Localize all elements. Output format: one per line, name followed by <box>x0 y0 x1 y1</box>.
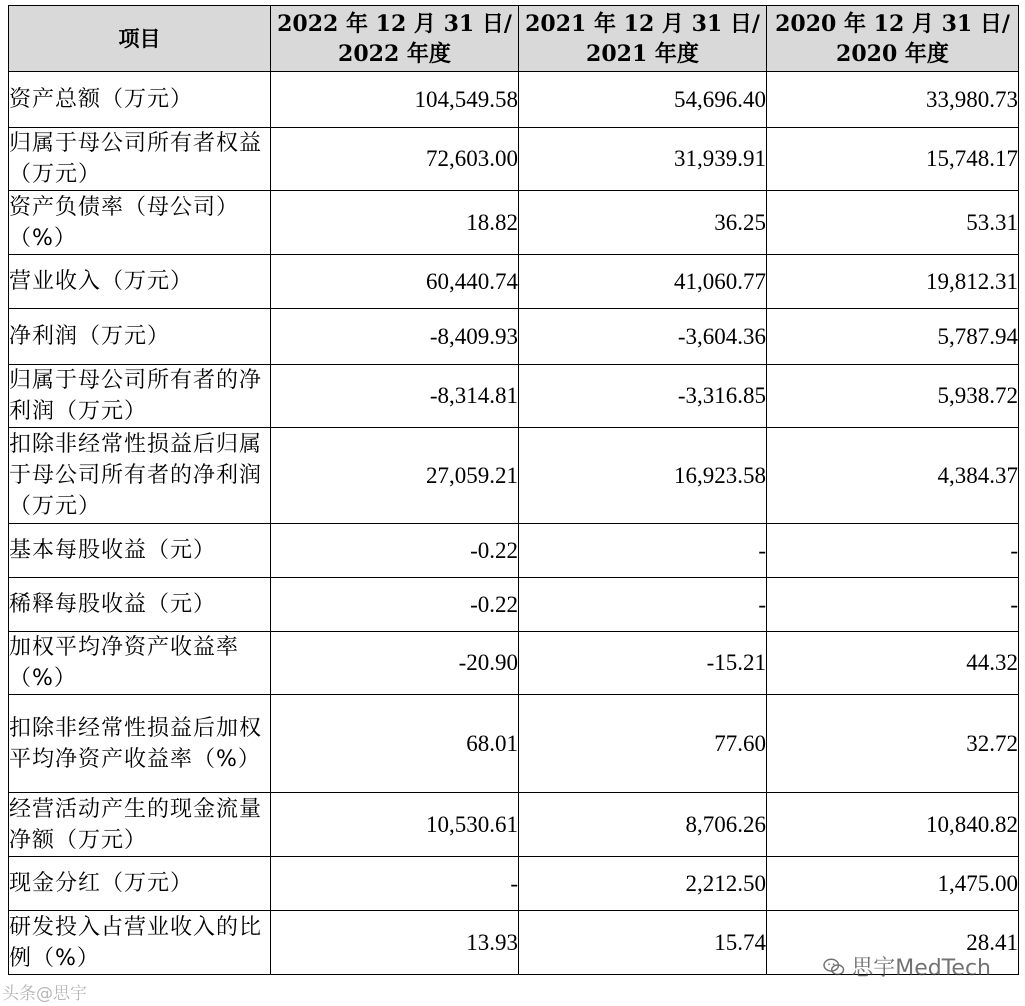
row-label: 基本每股收益（元） <box>9 524 271 578</box>
value-2022: -8,409.93 <box>271 309 519 365</box>
value-2021: -3,316.85 <box>519 365 767 428</box>
row-label: 加权平均净资产收益率（%） <box>9 632 271 695</box>
value-2020: 4,384.37 <box>767 428 1019 524</box>
row-label: 扣除非经常性损益后加权平均净资产收益率（%） <box>9 695 271 793</box>
value-2020: 44.32 <box>767 632 1019 695</box>
value-2021: 36.25 <box>519 191 767 255</box>
value-2020: - <box>767 578 1019 632</box>
table-row <box>9 255 1019 309</box>
table-row <box>9 428 1019 524</box>
value-2022: 104,549.58 <box>271 72 519 128</box>
value-2020: 1,475.00 <box>767 857 1019 911</box>
value-2022: -20.90 <box>271 632 519 695</box>
value-2020: 5,938.72 <box>767 365 1019 428</box>
table-row <box>9 309 1019 365</box>
row-label: 资产负债率（母公司）（%） <box>9 191 271 255</box>
row-label: 归属于母公司所有者权益（万元） <box>9 128 271 191</box>
header-item: 项目 <box>9 6 271 72</box>
value-2020: 32.72 <box>767 695 1019 793</box>
table-row <box>9 128 1019 191</box>
value-2020: 53.31 <box>767 191 1019 255</box>
value-2020: 33,980.73 <box>767 72 1019 128</box>
row-label: 营业收入（万元） <box>9 255 271 309</box>
table-row <box>9 72 1019 128</box>
row-label: 归属于母公司所有者的净利润（万元） <box>9 365 271 428</box>
value-2021: -3,604.36 <box>519 309 767 365</box>
watermark <box>823 951 991 982</box>
row-label: 经营活动产生的现金流量净额（万元） <box>9 793 271 857</box>
value-2020: 28.41 <box>767 911 1019 975</box>
value-2021: 2,212.50 <box>519 857 767 911</box>
value-2021: 41,060.77 <box>519 255 767 309</box>
value-2021: 31,939.91 <box>519 128 767 191</box>
table-row <box>9 524 1019 578</box>
value-2021: 77.60 <box>519 695 767 793</box>
table-row <box>9 695 1019 793</box>
row-label: 资产总额（万元） <box>9 72 271 128</box>
row-label: 研发投入占营业收入的比例（%） <box>9 911 271 975</box>
value-2022: 13.93 <box>271 911 519 975</box>
table-row <box>9 191 1019 255</box>
value-2020: 15,748.17 <box>767 128 1019 191</box>
financial-summary-table <box>8 5 1019 975</box>
table-row <box>9 632 1019 695</box>
wechat-icon <box>823 957 845 977</box>
value-2022: 60,440.74 <box>271 255 519 309</box>
value-2022: 10,530.61 <box>271 793 519 857</box>
watermark-left: 头条@思宇 <box>2 984 87 1004</box>
row-label: 扣除非经常性损益后归属于母公司所有者的净利润（万元） <box>9 428 271 524</box>
table-row <box>9 793 1019 857</box>
value-2020: - <box>767 524 1019 578</box>
header-2020: 2020 年 12 月 31 日/ 2020 年度 <box>767 6 1019 72</box>
value-2021: -15.21 <box>519 632 767 695</box>
row-label: 稀释每股收益（元） <box>9 578 271 632</box>
value-2022: -0.22 <box>271 578 519 632</box>
table-row <box>9 578 1019 632</box>
value-2022: -8,314.81 <box>271 365 519 428</box>
value-2022: 72,603.00 <box>271 128 519 191</box>
table-row <box>9 365 1019 428</box>
value-2021: - <box>519 524 767 578</box>
row-label: 净利润（万元） <box>9 309 271 365</box>
value-2020: 5,787.94 <box>767 309 1019 365</box>
value-2022: - <box>271 857 519 911</box>
value-2022: 18.82 <box>271 191 519 255</box>
header-row <box>9 6 1019 72</box>
watermark-text: 思宇MedTech <box>851 956 991 981</box>
row-label: 现金分红（万元） <box>9 857 271 911</box>
header-2021: 2021 年 12 月 31 日/ 2021 年度 <box>519 6 767 72</box>
value-2022: -0.22 <box>271 524 519 578</box>
value-2020: 10,840.82 <box>767 793 1019 857</box>
value-2022: 68.01 <box>271 695 519 793</box>
value-2020: 19,812.31 <box>767 255 1019 309</box>
table-row <box>9 857 1019 911</box>
value-2021: 15.74 <box>519 911 767 975</box>
value-2022: 27,059.21 <box>271 428 519 524</box>
value-2021: - <box>519 578 767 632</box>
value-2021: 54,696.40 <box>519 72 767 128</box>
value-2021: 16,923.58 <box>519 428 767 524</box>
header-2022: 2022 年 12 月 31 日/ 2022 年度 <box>271 6 519 72</box>
value-2021: 8,706.26 <box>519 793 767 857</box>
